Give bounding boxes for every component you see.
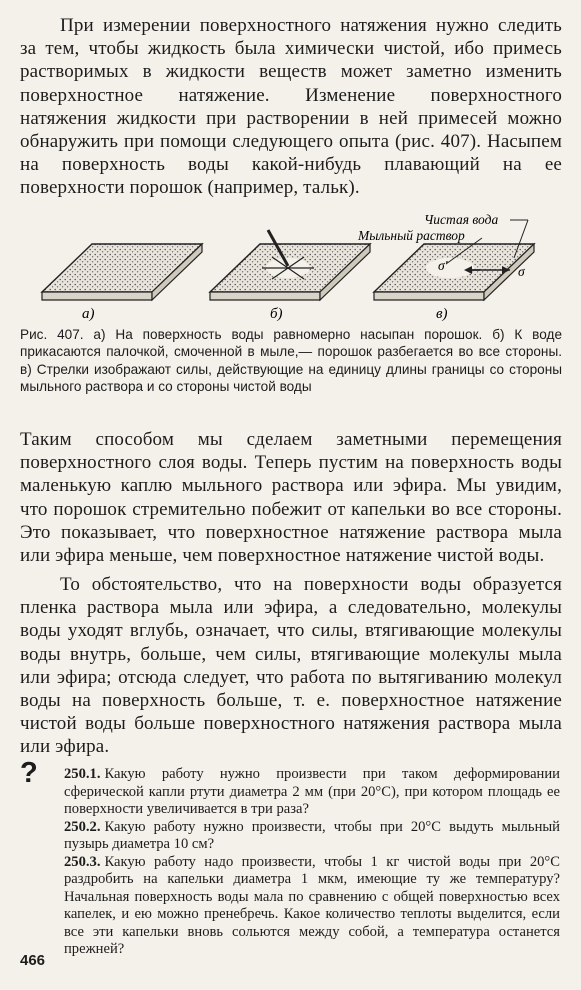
- problem-number: 250.1.: [64, 766, 101, 782]
- figure-407-caption: Рис. 407. а) На поверхность воды равномерно насыпан порошок. б) К воде прикасаются палочкой, смоченной в мыле,— порошок разбегается во все стороны. в) Стрелки изображают силы, действующие на единицу длины границы со стороны мыльного раствора и со стороны чистой воды: [20, 327, 562, 395]
- sigma-prime-label: σ': [438, 258, 448, 273]
- paragraph-surface-tension-purity: При измерении поверхностного натяжения нужно следить за тем, чтобы жидкость была химически чистой, ибо примесь растворимых в жидкости веществ может заметно изменить поверхностное натяжение. Изменение поверхностного натяжения жидкости при растворении в ней примесей можно обнаружить при помощи следующего опыта (рис. 407). Насыпем на поверхность воды какой-нибудь плавающий на ее поверхности порошок (например, тальк).: [20, 15, 562, 199]
- problem-item: [64, 854, 560, 959]
- figure-407-illustration: [34, 208, 550, 328]
- tray-a: [42, 244, 202, 322]
- problem-text: Какую работу нужно произвести при таком деформировании сферической капли ртути диаметра 2 мм (при 20°С), при котором площадь ее поверхности увеличивается в три раза?: [64, 766, 560, 817]
- clean-water-label: Чистая вода: [424, 212, 499, 227]
- problem-item: [64, 819, 560, 854]
- paragraph-molecular-explanation: То обстоятельство, что на поверхности воды образуется пленка раствора мыла или эфира, а следовательно, молекулы воды уходят вглубь, означает, что силы, втягивающие молекулы воды внутрь, больше, чем силы, втягивающие молекулы мыла или эфира; отсюда следует, что работа по вытягиванию молекул воды на поверхность больше, т. е. поверхностное натяжение чистой воды больше поверхностного натяжения раствора мыла или эфира.: [20, 574, 562, 758]
- problem-number: 250.3.: [64, 853, 101, 870]
- tray-b: [210, 230, 370, 322]
- problem-item: [64, 766, 560, 819]
- problem-number: 250.2.: [64, 818, 101, 835]
- problem-list: [64, 766, 560, 959]
- problem-text: Какую работу надо произвести, чтобы 1 кг чистой воды при 20°С раздробить на капельки диаметра 1 мкм, имеющие ту же температуру? Начальная поверхность воды мала по сравнению с общей поверхностью всех капелек, и ею можно пренебречь. Какое количество теплоты выделится, если все эти капельки вновь сольются между собой, а температура останется прежней?: [64, 853, 560, 957]
- page-number: 466: [20, 952, 46, 969]
- figure-label-a: а): [82, 306, 95, 322]
- tray-c: [357, 212, 534, 322]
- figure-label-c: в): [436, 306, 448, 322]
- paragraph-soap-drop-experiment: Таким способом мы сделаем заметными перемещения поверхностного слоя воды. Теперь пустим на поверхность воды маленькую каплю мыльного раствора или эфира. Мы увидим, что порошок стремительно побежит от капельки во все стороны. Это показывает, что поверхностное натяжение раствора мыла или эфира меньше, чем поверхностное натяжение чистой воды.: [20, 429, 562, 567]
- question-mark-icon: ?: [20, 757, 38, 789]
- soap-solution-label: Мыльный раствор: [358, 228, 465, 243]
- figure-407: [34, 208, 550, 328]
- figure-label-b: б): [270, 306, 283, 322]
- sigma-label: σ: [518, 264, 525, 279]
- problem-text: Какую работу нужно произвести, чтобы при 20°С выдуть мыльный пузырь диаметра 10 см?: [64, 818, 560, 852]
